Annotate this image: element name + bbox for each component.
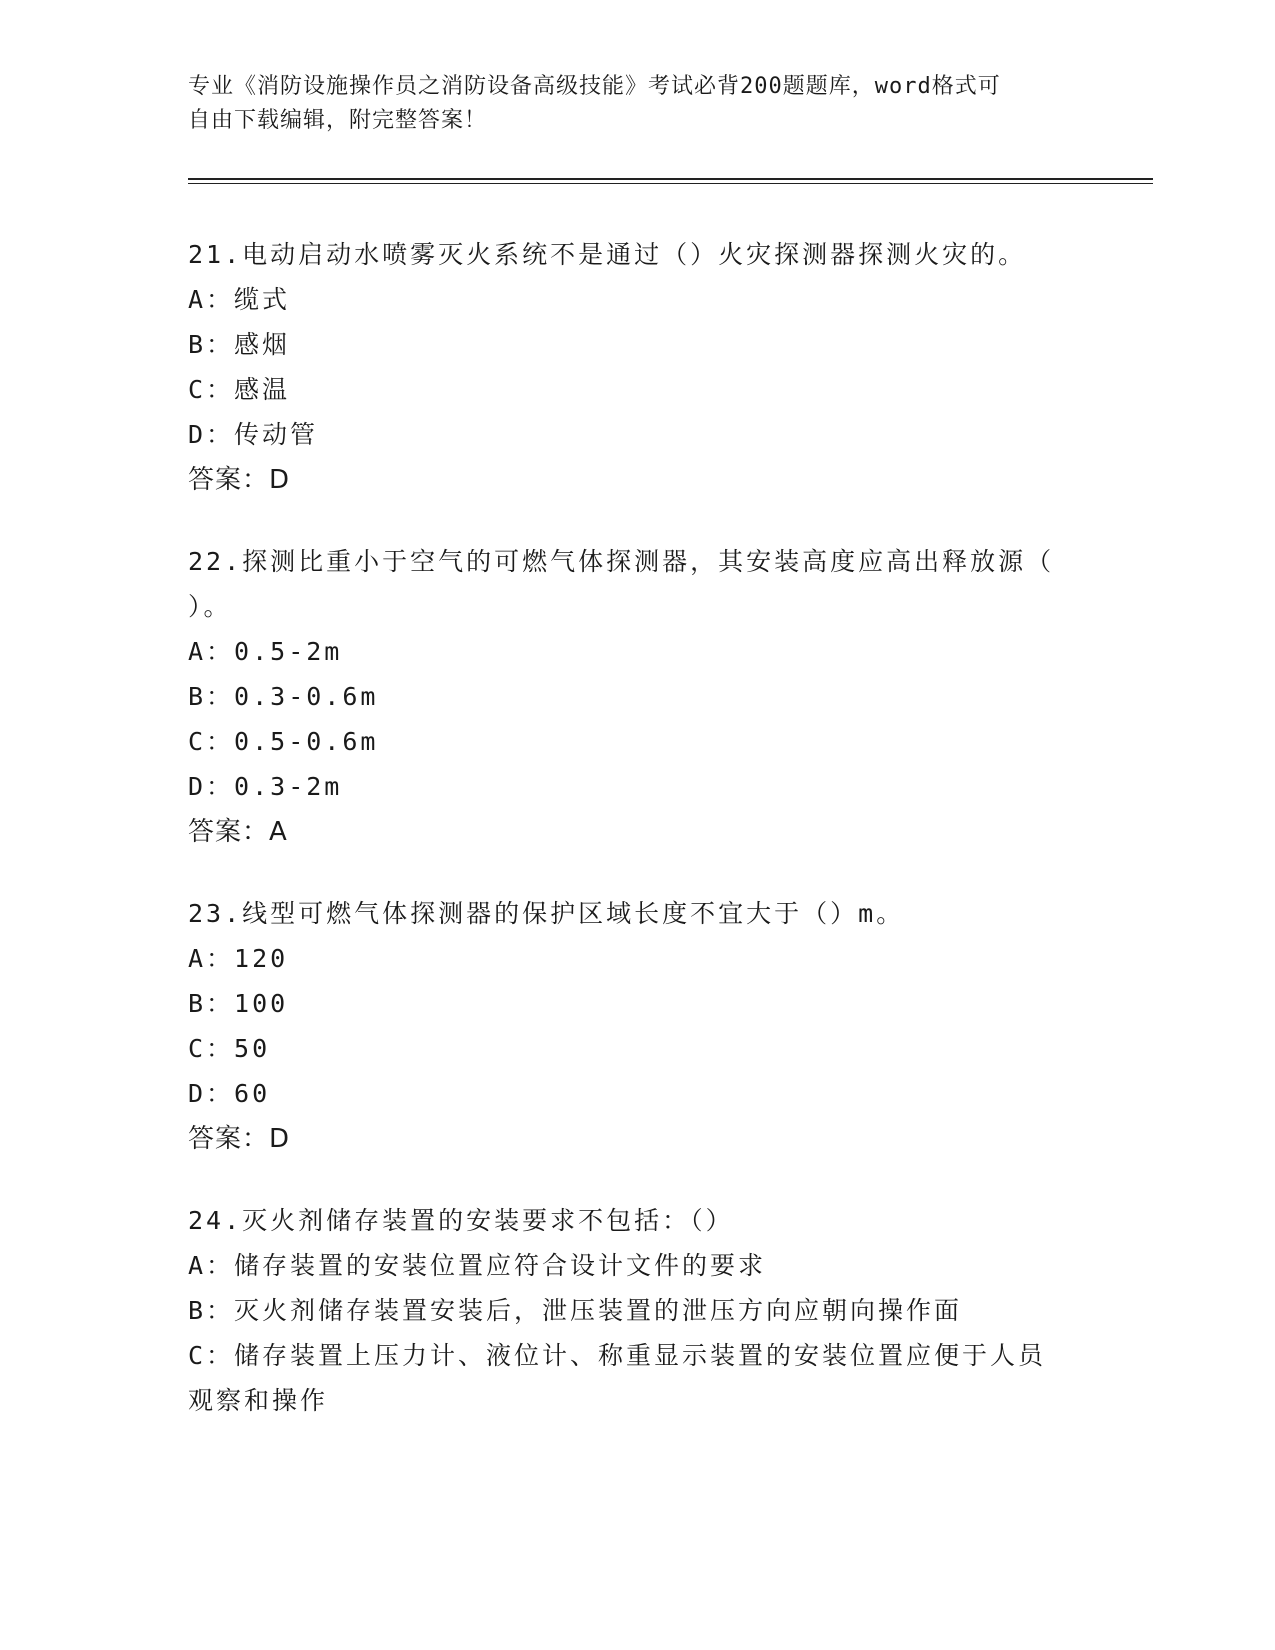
option-b: B：感烟 (188, 330, 291, 359)
question-24 (188, 1198, 1088, 1423)
question-22 (188, 539, 1088, 855)
question-21 (188, 232, 1088, 503)
header-line-1: 专业《消防设施操作员之消防设备高级技能》考试必背200题题库，word格式可 (188, 74, 1001, 99)
option-d: D：60 (188, 1079, 271, 1108)
question-23 (188, 891, 1088, 1162)
header-rule-thick (188, 178, 1153, 180)
header-line-2: 自由下载编辑，附完整答案！ (188, 108, 488, 133)
option-a: A：0.5-2m (188, 637, 343, 666)
question-text-line-2: ）。 (188, 592, 232, 621)
question-text: 23.线型可燃气体探测器的保护区域长度不宜大于（）m。 (188, 899, 905, 928)
answer: 答案：A (188, 817, 288, 847)
option-d: D：0.3-2m (188, 772, 343, 801)
option-c: C：感温 (188, 375, 291, 404)
option-a: A：储存装置的安装位置应符合设计文件的要求 (188, 1251, 767, 1280)
option-c: C：0.5-0.6m (188, 727, 379, 756)
question-text-line-1: 22.探测比重小于空气的可燃气体探测器，其安装高度应高出释放源（ (188, 547, 1055, 576)
option-a: A：缆式 (188, 285, 291, 314)
answer: 答案：D (188, 465, 291, 495)
answer: 答案：D (188, 1124, 291, 1154)
option-b: B：灭火剂储存装置安装后，泄压装置的泄压方向应朝向操作面 (188, 1296, 963, 1325)
option-c-line-2: 观察和操作 (188, 1386, 329, 1415)
option-b: B：0.3-0.6m (188, 682, 379, 711)
document-header (188, 70, 1088, 138)
option-b: B：100 (188, 989, 289, 1018)
option-c-line-1: C：储存装置上压力计、液位计、称重显示装置的安装位置应便于人员 (188, 1341, 1047, 1370)
option-a: A：120 (188, 944, 289, 973)
question-text: 24.灭火剂储存装置的安装要求不包括：（） (188, 1206, 734, 1235)
header-rule-thin (188, 183, 1153, 184)
question-text: 21.电动启动水喷雾灭火系统不是通过（）火灾探测器探测火灾的。 (188, 240, 1027, 269)
option-d: D：传动管 (188, 420, 319, 449)
option-c: C：50 (188, 1034, 271, 1063)
question-list (188, 232, 1088, 1459)
